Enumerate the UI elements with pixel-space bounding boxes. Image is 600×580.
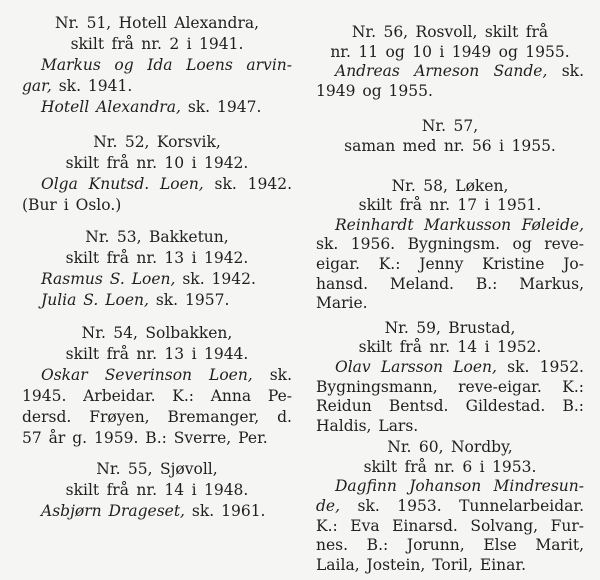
body-text: 1949 og 1955. [316, 81, 433, 100]
text-line [22, 365, 292, 386]
entry-heading-line: skilt frå nr. 10 i 1942. [65, 154, 249, 172]
text-line [22, 428, 292, 449]
text-line [22, 55, 292, 76]
entry-heading-line: Nr. 52, Korsvik, [93, 133, 221, 151]
body-text: sk. 1961. [184, 502, 266, 520]
text-line [22, 76, 292, 97]
person-name-text: Asbjørn Drageset, [41, 502, 185, 520]
person-name-text: Rasmus S. Loen, [41, 270, 176, 288]
text-line [316, 556, 584, 576]
body-text: Bygningsmann, reve-eigar. K.: [316, 377, 584, 396]
body-text: dersd. Frøyen, Bremanger, d. [22, 408, 292, 426]
entry-heading-line: skilt frå nr. 17 i 1951. [358, 196, 542, 215]
body-text: nes. B.: Jorunn, Else Marit, [316, 536, 584, 555]
entry-heading-line: Nr. 59, Brustad, [384, 318, 516, 337]
text-line [22, 97, 292, 118]
entry-nr-51 [22, 13, 292, 118]
text-line [316, 417, 584, 437]
entry-heading-line: Nr. 56, Rosvoll, skilt frå [351, 23, 549, 41]
entry-heading-line: nr. 11 og 10 i 1949 og 1955. [330, 42, 570, 61]
text-line [22, 407, 292, 428]
body-text: sk. 1941. [51, 77, 133, 95]
text-line [316, 378, 584, 398]
person-name-text: Oskar Severinson Loen, [41, 366, 253, 384]
entry-heading-line: Nr. 57, [421, 117, 479, 136]
entry-nr-59 [316, 319, 584, 437]
text-line [22, 501, 292, 522]
column-right [316, 0, 584, 580]
body-text: sk. 1957. [148, 291, 230, 309]
text-line [22, 290, 292, 311]
person-name-text: gar, [22, 77, 52, 95]
text-line [316, 497, 584, 517]
entry-heading-line: Nr. 60, Nordby, [387, 438, 513, 457]
column-left [22, 0, 292, 580]
text-line [316, 517, 584, 537]
entry-heading-line: Nr. 53, Bakketun, [85, 228, 229, 246]
entry-nr-58 [316, 177, 584, 314]
person-name-text: de, [316, 497, 341, 516]
entry-heading-line: skilt frå nr. 6 i 1953. [363, 457, 537, 476]
body-text: sk. 1942. [175, 270, 256, 288]
body-text: sk. [547, 62, 584, 81]
person-name-text: Markus og Ida Loens arvin- [41, 56, 292, 74]
text-line [316, 275, 584, 295]
person-name-text: Hotell Alexandra, [41, 98, 181, 116]
text-line [22, 174, 292, 195]
entry-nr-52 [22, 132, 292, 216]
body-text: Laila, Jostein, Toril, Einar. [316, 555, 527, 574]
body-text: Marie. [316, 294, 368, 313]
body-text: sk. 1953. Tunnelarbeidar. [340, 497, 584, 516]
entry-heading-line: Nr. 55, Sjøvoll, [96, 460, 218, 478]
body-text: K.: Eva Einarsd. Solvang, Fur- [316, 516, 584, 535]
body-text: eigar. K.: Jenny Kristine Jo- [316, 254, 584, 273]
body-text: 1945. Arbeidar. K.: Anna Pe- [22, 387, 292, 405]
text-line [316, 477, 584, 497]
person-name-text: Olga Knutsd. Loen, [41, 175, 204, 193]
text-line [22, 269, 292, 290]
text-line [316, 255, 584, 275]
text-line [316, 294, 584, 314]
text-line [316, 358, 584, 378]
text-line [22, 195, 292, 216]
entry-nr-60 [316, 438, 584, 575]
person-name-text: Olav Larsson Loen, [335, 357, 497, 376]
text-line [316, 62, 584, 82]
entry-heading-line: Nr. 58, Løken, [391, 176, 509, 195]
entry-nr-54 [22, 323, 292, 449]
entry-nr-57 [316, 117, 584, 156]
body-text: 57 år g. 1959. B.: Sverre, Per. [22, 429, 268, 447]
person-name-text: Dagfinn Johanson Mindresun- [335, 477, 584, 496]
body-text: sk. 1952. [496, 357, 584, 376]
text-line [316, 216, 584, 236]
entry-heading-line: saman med nr. 56 i 1955. [344, 136, 556, 155]
entry-heading-line: skilt frå nr. 13 i 1942. [65, 249, 249, 267]
entry-heading-line: Nr. 54, Solbakken, [81, 324, 233, 342]
body-text: sk. 1942. [203, 175, 292, 193]
text-line [316, 536, 584, 556]
body-text: (Bur i Oslo.) [22, 196, 122, 214]
text-line [316, 82, 584, 102]
text-line [22, 386, 292, 407]
entry-nr-55 [22, 459, 292, 522]
body-text: sk. 1947. [180, 98, 262, 116]
entry-nr-56 [316, 23, 584, 101]
entry-heading-line: skilt frå nr. 14 i 1948. [65, 481, 249, 499]
body-text: hansd. Meland. B.: Markus, [316, 274, 584, 293]
entry-heading-line: skilt frå nr. 14 i 1952. [358, 338, 542, 357]
person-name-text: Andreas Arneson Sande, [335, 62, 548, 81]
person-name-text: Reinhardt Markusson Føleide, [335, 215, 584, 234]
body-text: Haldis, Lars. [316, 416, 419, 435]
entry-heading-line: Nr. 51, Hotell Alexandra, [54, 14, 260, 32]
text-line [316, 397, 584, 417]
entry-heading-line: skilt frå nr. 13 i 1944. [65, 345, 249, 363]
person-name-text: Julia S. Loen, [41, 291, 149, 309]
body-text: Reidun Bentsd. Gildestad. B.: [316, 397, 584, 416]
body-text: sk. [252, 366, 292, 384]
entry-nr-53 [22, 227, 292, 311]
body-text: sk. 1956. Bygningsm. og reve- [316, 235, 584, 254]
text-line [316, 235, 584, 255]
entry-heading-line: skilt frå nr. 2 i 1941. [70, 35, 244, 53]
